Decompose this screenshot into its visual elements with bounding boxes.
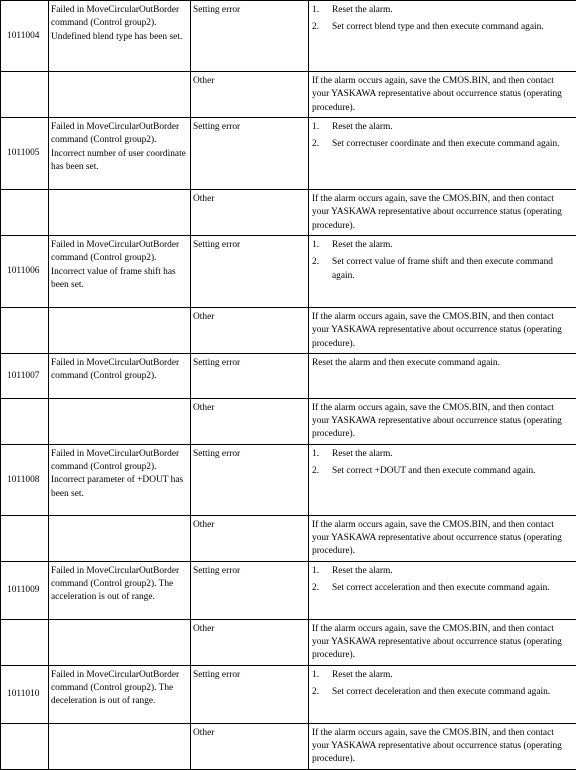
- step-number: 1.: [312, 121, 332, 134]
- remedy-step: [312, 448, 572, 461]
- alarm-cause: Failed in MoveCircularOutBorder command (Control group2). Incorrect parameter of +DOUT has been set.: [49, 444, 191, 515]
- step-number: 2.: [312, 686, 332, 699]
- remedy: [309, 665, 576, 723]
- table-row: [1, 236, 576, 308]
- remedy-step: [312, 582, 572, 595]
- remedy-step: [312, 669, 572, 682]
- remedy: If the alarm occurs again, save the CMOS.BIN, and then contact your YASKAWA representative about occurrence status (operating procedure).: [309, 619, 576, 665]
- cause-type: Setting error: [191, 118, 309, 190]
- cause-type: Setting error: [191, 444, 309, 515]
- table-row: [1, 398, 576, 444]
- alarm-code: 1011008: [1, 444, 49, 515]
- alarm-cause: [49, 398, 191, 444]
- remedy-step: [312, 565, 572, 578]
- alarm-code: 1011010: [1, 665, 49, 723]
- cause-type: Other: [191, 72, 309, 118]
- remedy-steps: [312, 4, 572, 35]
- step-text: Reset the alarm.: [332, 448, 572, 461]
- table-row: [1, 190, 576, 236]
- alarm-cause: [49, 619, 191, 665]
- remedy: If the alarm occurs again, save the CMOS.BIN, and then contact your YASKAWA representative about occurrence status (operating procedure).: [309, 515, 576, 561]
- remedy-steps: [312, 669, 572, 700]
- alarm-code: 1011004: [1, 1, 49, 72]
- alarm-cause: [49, 72, 191, 118]
- step-text: Set correct deceleration and then execute command again.: [332, 686, 572, 699]
- alarm-code: [1, 398, 49, 444]
- alarm-code: 1011006: [1, 236, 49, 308]
- remedy: If the alarm occurs again, save the CMOS.BIN, and then contact your YASKAWA representative about occurrence status (operating procedure).: [309, 723, 576, 769]
- step-text: Set correct +DOUT and then execute command again.: [332, 465, 572, 478]
- remedy-step: [312, 686, 572, 699]
- alarm-cause: [49, 515, 191, 561]
- table-row: [1, 118, 576, 190]
- step-number: 1.: [312, 565, 332, 578]
- cause-type: Other: [191, 308, 309, 354]
- cause-type: Setting error: [191, 1, 309, 72]
- step-text: Reset the alarm.: [332, 121, 572, 134]
- cause-type: Setting error: [191, 561, 309, 619]
- alarm-code: [1, 619, 49, 665]
- remedy-step: [312, 4, 572, 17]
- alarm-code: [1, 308, 49, 354]
- remedy: [309, 118, 576, 190]
- step-number: 2.: [312, 138, 332, 151]
- cause-type: Setting error: [191, 236, 309, 308]
- alarm-cause: [49, 308, 191, 354]
- remedy-step: [312, 239, 572, 252]
- remedy: [309, 236, 576, 308]
- step-number: 1.: [312, 4, 332, 17]
- cause-type: Setting error: [191, 353, 309, 398]
- step-text: Set correct value of frame shift and then execute command again.: [332, 256, 572, 283]
- cause-type: Other: [191, 398, 309, 444]
- table-row: [1, 308, 576, 354]
- step-text: Reset the alarm.: [332, 565, 572, 578]
- cause-type: Setting error: [191, 665, 309, 723]
- remedy-steps: [312, 239, 572, 283]
- alarm-cause: Failed in MoveCircularOutBorder command (Control group2). Incorrect number of user coordinate has been set.: [49, 118, 191, 190]
- table-row: [1, 561, 576, 619]
- remedy: If the alarm occurs again, save the CMOS.BIN, and then contact your YASKAWA representative about occurrence status (operating procedure).: [309, 308, 576, 354]
- alarm-code: [1, 190, 49, 236]
- alarm-cause: Failed in MoveCircularOutBorder command (Control group2). Incorrect value of frame shift has been set.: [49, 236, 191, 308]
- alarm-code: 1011005: [1, 118, 49, 190]
- step-number: 2.: [312, 256, 332, 283]
- remedy-steps: [312, 565, 572, 596]
- step-number: 1.: [312, 239, 332, 252]
- remedy: Reset the alarm and then execute command again.: [309, 353, 576, 398]
- remedy-steps: [312, 448, 572, 479]
- remedy-step: [312, 138, 572, 151]
- step-number: 2.: [312, 465, 332, 478]
- step-text: Reset the alarm.: [332, 239, 572, 252]
- table-row: [1, 723, 576, 769]
- remedy-step: [312, 121, 572, 134]
- step-text: Reset the alarm.: [332, 669, 572, 682]
- cause-type: Other: [191, 190, 309, 236]
- alarm-cause: [49, 723, 191, 769]
- alarm-cause: Failed in MoveCircularOutBorder command (Control group2). The acceleration is out of range.: [49, 561, 191, 619]
- alarm-code: [1, 723, 49, 769]
- alarm-code: [1, 515, 49, 561]
- remedy-step: [312, 21, 572, 34]
- table-row: [1, 619, 576, 665]
- step-number: 2.: [312, 582, 332, 595]
- table-row: [1, 72, 576, 118]
- step-text: Reset the alarm.: [332, 4, 572, 17]
- remedy-step: [312, 256, 572, 283]
- table-row: [1, 353, 576, 398]
- remedy-steps: [312, 121, 572, 152]
- remedy-step: [312, 465, 572, 478]
- step-number: 2.: [312, 21, 332, 34]
- remedy: [309, 1, 576, 72]
- step-text: Set correctuser coordinate and then execute command again.: [332, 138, 572, 151]
- remedy: [309, 444, 576, 515]
- step-number: 1.: [312, 448, 332, 461]
- remedy: [309, 561, 576, 619]
- remedy: If the alarm occurs again, save the CMOS.BIN, and then contact your YASKAWA representative about occurrence status (operating procedure).: [309, 398, 576, 444]
- alarm-code: 1011009: [1, 561, 49, 619]
- alarm-cause: Failed in MoveCircularOutBorder command (Control group2). The deceleration is out of range.: [49, 665, 191, 723]
- table-row: [1, 665, 576, 723]
- remedy: If the alarm occurs again, save the CMOS.BIN, and then contact your YASKAWA representative about occurrence status (operating procedure).: [309, 72, 576, 118]
- cause-type: Other: [191, 619, 309, 665]
- step-text: Set correct blend type and then execute command again.: [332, 21, 572, 34]
- alarm-cause: Failed in MoveCircularOutBorder command (Control group2). Undefined blend type has been set.: [49, 1, 191, 72]
- step-number: 1.: [312, 669, 332, 682]
- step-text: Set correct acceleration and then execute command again.: [332, 582, 572, 595]
- alarm-code: [1, 72, 49, 118]
- cause-type: Other: [191, 723, 309, 769]
- alarm-cause: Failed in MoveCircularOutBorder command (Control group2).: [49, 353, 191, 398]
- table-row: [1, 444, 576, 515]
- alarm-code: 1011007: [1, 353, 49, 398]
- table-row: [1, 515, 576, 561]
- table-row: [1, 1, 576, 72]
- remedy: If the alarm occurs again, save the CMOS.BIN, and then contact your YASKAWA representative about occurrence status (operating procedure).: [309, 190, 576, 236]
- alarm-cause: [49, 190, 191, 236]
- cause-type: Other: [191, 515, 309, 561]
